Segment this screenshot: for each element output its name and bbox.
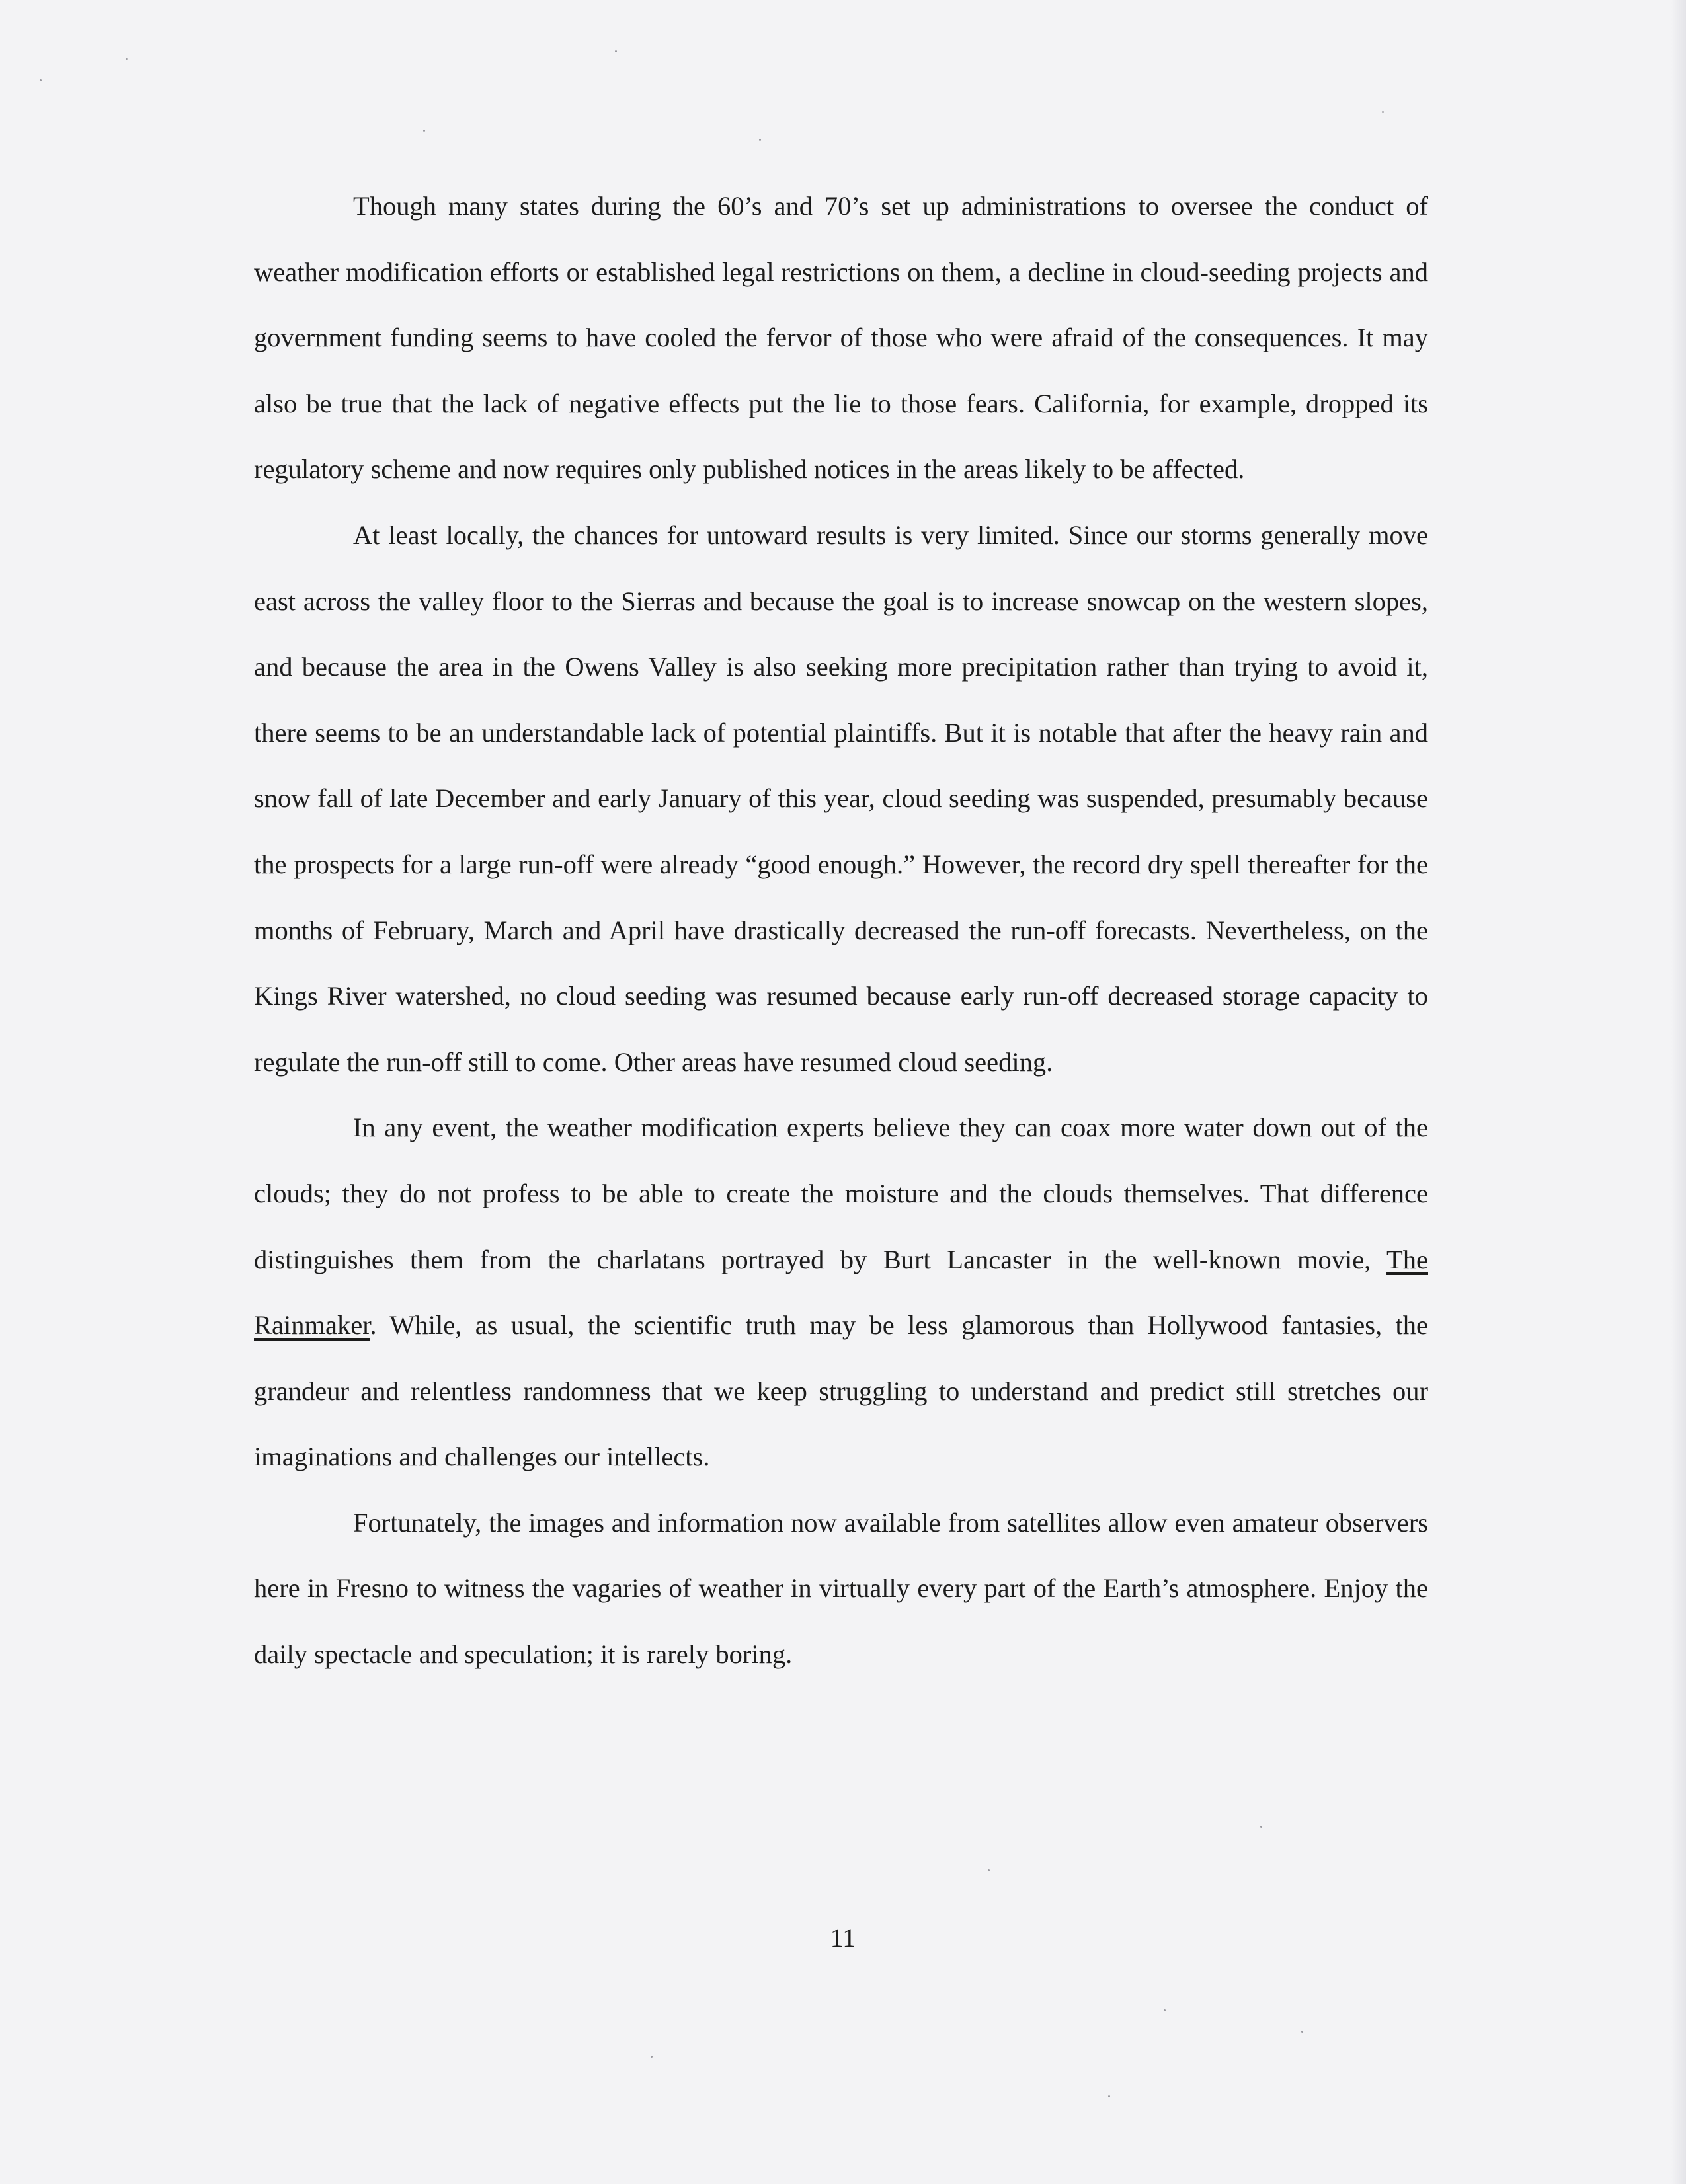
paragraph-4-text: Fortunately, the images and information now available from satellites allow even amateur observers here in Fresno to witness the vagaries of weather in virtually every part of the Earth’s atmosphere. Enjoy the daily spectacle and speculation; it is rarely boring. bbox=[254, 1507, 1428, 1670]
scan-speck bbox=[1108, 2095, 1110, 2097]
scan-speck bbox=[651, 2056, 653, 2058]
paragraph-2-text: At least locally, the chances for untoward results is very limited. Since our storms generally move east across the valley floor to the Sierras and because the goal is to increase snowcap on the western slopes, and because the area in the Owens Valley is also seeking more precipitation rather than trying to avoid it, there seems to be an understandable lack of potential plaintiffs. But it is notable that after the heavy rain and snow fall of late December and early January of this year, cloud seeding was suspended, presumably because the prospects for a large run-off were already “good enough.” However, the record dry spell thereafter for the months of February, March and April have drastically decreased the run-off forecasts. Nevertheless, on the Kings River watershed, no cloud seeding was resumed because early run-off decreased storage capacity to regulate the run-off still to come. Other areas have resumed cloud seeding. bbox=[254, 520, 1428, 1077]
paragraph-1-text: Though many states during the 60’s and 70’s set up administrations to oversee the conduct of weather modification efforts or established legal restrictions on them, a decline in cloud-seeding projects and government funding seems to have cooled the fervor of those who were afraid of the consequences. It may also be true that the lack of negative effects put the lie to those fears. California, for example, dropped its regulatory scheme and now requires only published notices in the areas likely to be affected. bbox=[254, 191, 1428, 485]
paragraph-1 bbox=[254, 173, 1428, 502]
scan-speck bbox=[126, 58, 128, 60]
paragraph-3-text-end: . While, as usual, the scientific truth may be less glamorous than Hollywood fantasies, the grandeur and relentless randomness that we keep struggling to understand and predict still stretches our imaginations and challenges our intellects. bbox=[254, 1310, 1428, 1472]
scan-speck bbox=[40, 79, 42, 81]
scan-speck bbox=[615, 50, 617, 52]
scan-speck bbox=[1301, 2031, 1303, 2033]
paragraph-3 bbox=[254, 1095, 1428, 1490]
paragraph-4 bbox=[254, 1490, 1428, 1688]
scan-speck bbox=[759, 139, 761, 141]
scan-speck bbox=[423, 130, 425, 132]
paragraph-2 bbox=[254, 502, 1428, 1095]
scan-speck bbox=[988, 1869, 990, 1871]
body-text bbox=[254, 173, 1428, 1688]
scan-speck bbox=[1164, 2009, 1166, 2011]
page-edge-shadow bbox=[1671, 0, 1686, 2184]
paragraph-3-text-start: In any event, the weather modification experts believe they can coax more water down out of the clouds; they do not profess to be able to create the moisture and the clouds themselves. That difference distinguishes them from the charlatans portrayed by Burt Lancaster in the well-known movie, bbox=[254, 1112, 1428, 1274]
scan-speck bbox=[1382, 111, 1384, 113]
page-number: 11 bbox=[830, 1923, 856, 1953]
scan-speck bbox=[1260, 1826, 1262, 1828]
movie-title: The Rainmaker bbox=[254, 1244, 1428, 1341]
